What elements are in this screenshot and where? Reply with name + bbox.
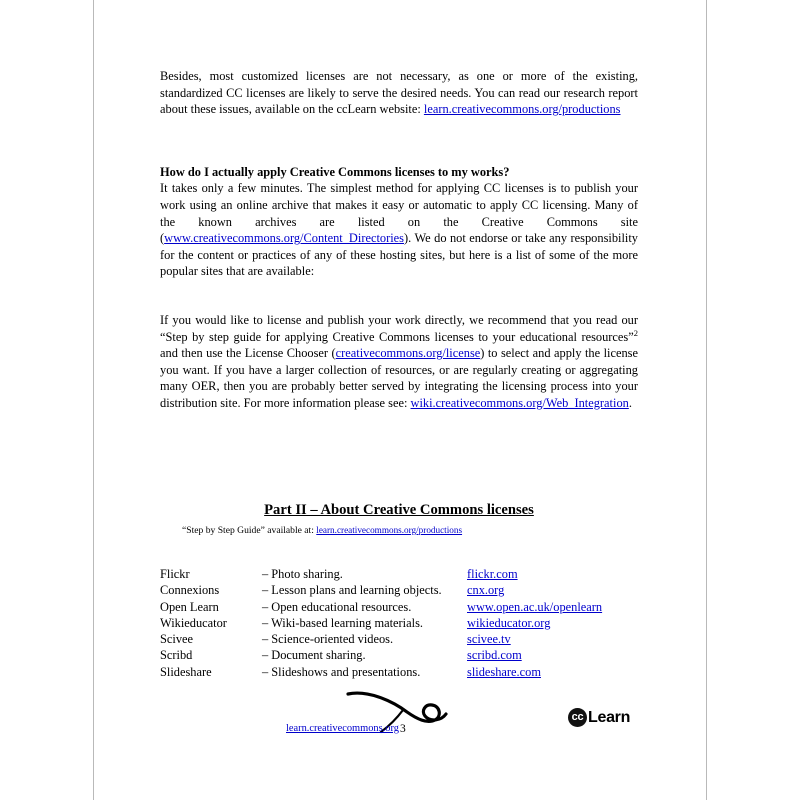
site-description: – Open educational resources. [262, 599, 412, 614]
site-description: – Wiki-based learning materials. [262, 615, 423, 630]
site-url[interactable]: slideshare.com [467, 664, 541, 679]
document-body [160, 0, 638, 518]
paragraph-apply [160, 180, 638, 280]
site-name: Open Learn [160, 599, 219, 614]
site-description: – Slideshows and presentations. [262, 664, 421, 679]
link-ccleran-productions[interactable]: learn.creativecommons.org/productions [423, 102, 621, 117]
site-name: Scivee [160, 632, 194, 647]
site-description: – Science-oriented videos. [262, 632, 394, 647]
site-name: Slideshare [160, 664, 212, 679]
table-row [160, 566, 627, 582]
site-url[interactable]: scribd.com [467, 648, 522, 663]
site-name: Wikieducator [160, 615, 227, 630]
paragraph-direct-text-2: and then use the License Chooser ( [160, 346, 336, 361]
table-row [160, 631, 627, 647]
sites-table [160, 566, 627, 680]
cclearn-logo-text: Learn [588, 708, 631, 726]
cc-mark-icon: cc [568, 708, 587, 727]
footer-link-container [286, 723, 399, 734]
footnote [182, 524, 642, 537]
paragraph-intro [160, 68, 638, 118]
site-description: – Photo sharing. [262, 567, 343, 581]
part-title: Part II – About Creative Commons licenses [264, 501, 534, 518]
paragraph-apply-text-1: It takes only a few minutes. The simplest method for applying CC licenses is to publish your work using an online archive that makes it easy or automatic to apply CC licensing. Many of the known archives are listed on the Creative Commons site ( [160, 181, 638, 246]
paragraph-direct [160, 312, 638, 412]
table-row [160, 647, 627, 663]
page-edge-right [706, 0, 707, 800]
footnote-link[interactable]: learn.creativecommons.org/productions [316, 525, 463, 535]
paragraph-direct-text-1: If you would like to license and publish your work directly, we recommend that you read our “Step by step guide for applying Creative Commons licenses to your educational resources” [160, 312, 638, 344]
site-url[interactable]: flickr.com [467, 567, 518, 581]
section-heading-apply-licenses: How do I actually apply Creative Commons licenses to my works? [160, 164, 510, 179]
cclearn-logo [568, 708, 630, 727]
footnote-marker: 2 [633, 327, 638, 338]
site-name: Flickr [160, 567, 190, 581]
site-description: – Lesson plans and learning objects. [262, 583, 442, 598]
footnote-text: “Step by Step Guide” available at: [182, 525, 317, 536]
site-url[interactable]: wikieducator.org [467, 615, 551, 630]
link-web-integration[interactable]: wiki.creativecommons.org/Web_Integration [410, 395, 629, 410]
site-name: Scribd [160, 648, 193, 663]
table-row [160, 599, 627, 615]
footer-link[interactable]: learn.creativecommons.org [286, 723, 399, 734]
paragraph-direct-text-4: . [628, 395, 632, 410]
link-license-chooser[interactable]: creativecommons.org/license [335, 346, 481, 361]
page-edge-left [93, 0, 94, 800]
site-url[interactable]: cnx.org [467, 583, 505, 598]
table-row [160, 664, 627, 680]
paragraph-direct-text-3: ) to select and apply the license you want. If you have a larger collection of resources, or are regularly creating or aggregating many OER, then you are probably better served by integrating the licensing process into your distribution site. For more information please see: [160, 346, 638, 410]
table-row [160, 582, 627, 598]
table-row [160, 615, 627, 631]
sites-table-body [160, 566, 627, 680]
site-description: – Document sharing. [262, 648, 366, 663]
page-number: 3 [400, 723, 406, 735]
paragraph-apply-text-2: ). We do not endorse or take any responsibility for the content or practices of any of these hosting sites, but here is a list of some of the more popular sites that are available: [160, 231, 638, 279]
link-content-directories[interactable]: www.creativecommons.org/Content_Directories [164, 231, 404, 246]
paragraph-intro-text: Besides, most customized licenses are not necessary, as one or more of the existing, standardized CC licenses are likely to serve the desired needs. You can read our research report about these issues, available on the ccLearn website: [160, 69, 638, 117]
site-url[interactable]: www.open.ac.uk/openlearn [467, 599, 603, 614]
site-name: Connexions [160, 583, 220, 598]
site-url[interactable]: scivee.tv [467, 632, 511, 647]
